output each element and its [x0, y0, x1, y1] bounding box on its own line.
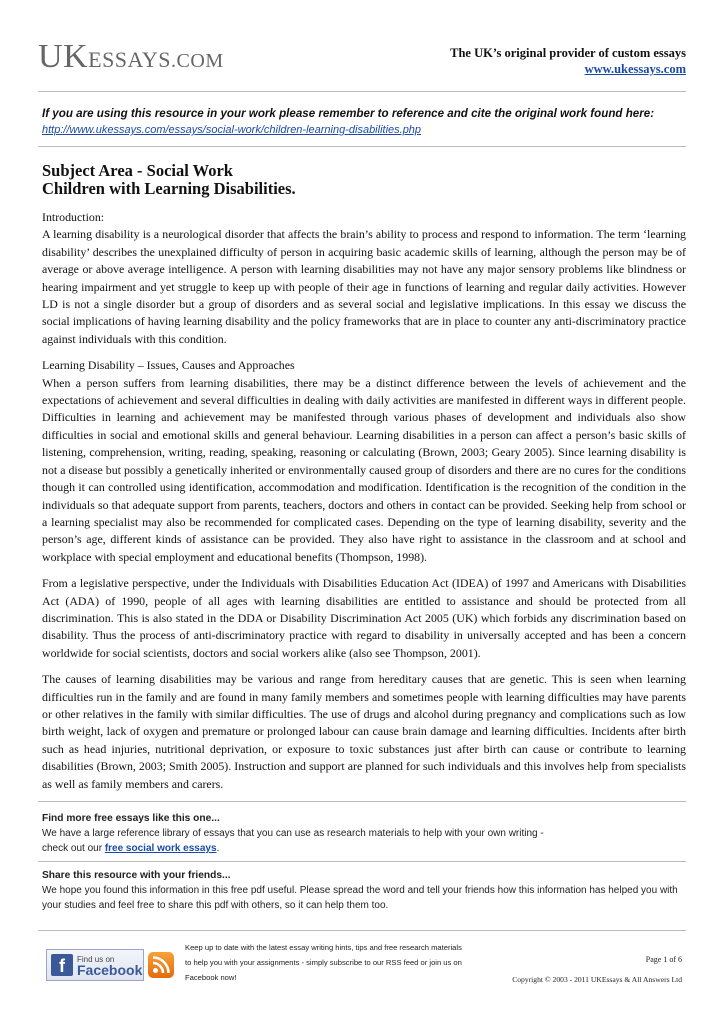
issues-heading: Learning Disability – Issues, Causes and Approaches	[42, 358, 295, 373]
citation-divider	[38, 146, 686, 147]
find-more-heading: Find more free essays like this one...	[42, 813, 220, 824]
find-more-line2	[42, 841, 688, 856]
rss-icon	[148, 952, 174, 978]
logo-essays: ESSAYS	[88, 47, 172, 72]
social-line3: Facebook now!	[185, 973, 237, 982]
find-more-suffix: .	[216, 843, 220, 854]
issues-text: When a person suffers from learning disabilities, there may be a distinct difference between the levels of achievement and the expectations of achievement and several difficulties in dealing with daily activities are manifested in different ways in different people. Difficulties in learning and achievement may be manifested through various phases of development and individuals also show difficulties in social and emotional skills and general behaviour. Learning disabilities in a person can affect a person’s basic skills of listening, comprehension, writing, reading, speaking, reasoning or calculating (Brown, 2003; Geary 2005). Since learning disability is not a disease but possibly a genetically inherited or environmentally caused group of disorders and there are no cures for the conditions though it can controlled using identification, accommodation and modification. Identification is the recognition of the condition in the individuals so that adequate support from parents, teachers, doctors and others in contact can be provided. Seeking help from school or a learning specialist may also be recommended for complicated cases. Depending on the type of learning disability, severity and the person’s age, different kinds of assistance can be provided. They also have right to assistance in the classroom and at school and workplace with special employment and educational benefits (Thompson, 1998).	[42, 375, 686, 564]
paragraph-legislative: From a legislative perspective, under the Individuals with Disabilities Education Act (IDEA) of 1997 and Americans with Disabilities Act (ADA) of 1990, people of all ages with learning disabilities are entitled to assistance and should be protected from all discrimination. This is also stated in the DDA or Disability Discrimination Act 2005 (UK) which forbids any discrimination based on disability. Thus the process of anti-discriminatory practice with regard to disability in universally accepted and has been a concern worldwide for social scientists, doctors and social workers alike (also see Thompson, 2001).	[42, 576, 686, 660]
find-more-line1: We have a large reference library of essays that you can use as research materials to help with your own writing -	[42, 828, 544, 839]
paragraph-issues-causes	[42, 357, 686, 566]
facebook-icon: f	[51, 954, 73, 976]
rss-feed-button[interactable]	[148, 952, 174, 978]
tagline-text: The UK’s original provider of custom essays	[450, 46, 686, 60]
body-divider	[38, 801, 686, 802]
paragraph-introduction	[42, 209, 686, 348]
social-line2: to help you with your assignments - simply subscribe to our RSS feed or join us on	[185, 958, 462, 967]
share-text: We hope you found this information in this free pdf useful. Please spread the word and tell your friends how this information has helped you with your studies and feel free to share this pdf with others, so it can help them too.	[42, 885, 678, 911]
find-more-box	[42, 811, 688, 856]
copyright-notice: Copyright © 2003 - 2011 UKEssays & All Answers Ltd	[512, 975, 682, 984]
share-divider	[38, 930, 686, 931]
free-essays-link[interactable]: free social work essays	[104, 843, 217, 854]
logo-dotcom: .COM	[171, 50, 224, 72]
citation-notice	[42, 106, 690, 138]
header-divider	[38, 91, 686, 92]
subject-area-title: Subject Area - Social Work	[42, 161, 233, 180]
logo-u: U	[38, 38, 64, 75]
essay-title-block	[42, 162, 296, 198]
citation-url-link[interactable]: http://www.ukessays.com/essays/social-work/children-learning-disabilities.php	[42, 124, 422, 136]
page-number: Page 1 of 6	[645, 955, 682, 964]
logo-k: K	[63, 38, 89, 75]
share-box	[42, 868, 688, 913]
facebook-name: Facebook	[77, 962, 143, 978]
facebook-label	[77, 954, 142, 976]
paragraph-causes: The causes of learning disabilities may be various and range from hereditary causes that are genetic. This is seen when learning difficulties run in the family and are found in many family members and sometimes people with learning difficulties may have parents or other relatives in the family with similar difficulties. The use of drugs and alcohol during pregnancy and complications such as low birth weight, lack of oxygen and premature or prolonged labour can cause brain damage and learning difficulties. Incidents after birth such as head injuries, nutritional deprivation, or exposure to toxic substances just after birth can cause or contribute to learning disabilities (Brown, 2003; Smith 2005). Instruction and support are planned for such individuals and this involves help from specialists as well as family members and carers.	[42, 672, 686, 791]
find-more-prefix: check out our	[42, 843, 105, 854]
social-line1: Keep up to date with the latest essay writing hints, tips and free research materials	[185, 943, 462, 952]
essay-title: Children with Learning Disabilities.	[42, 179, 296, 198]
site-url-link[interactable]: www.ukessays.com	[584, 62, 686, 76]
share-heading: Share this resource with your friends...	[42, 870, 231, 881]
facebook-button[interactable]	[46, 949, 144, 981]
citation-text: If you are using this resource in your work please remember to reference and cite the original work found here:	[42, 107, 655, 120]
header-tagline-block	[450, 45, 686, 77]
social-subscribe-text	[185, 940, 475, 985]
find-more-divider	[38, 861, 686, 862]
ukessays-logo[interactable]	[38, 38, 224, 76]
introduction-text: A learning disability is a neurological disorder that affects the brain’s ability to process and respond to information. The term ‘learning disability’ describes the unexplained difficulty of person in acquiring basic academic skills of learning, although the person may be of average or above average intelligence. A person with learning disabilities may not have any major sensory problems like blindness or hearing impairment and yet struggle to keep up with people of their age in functions of learning and regular daily activities. However LD is not a single disorder but a group of disorders and as several social and legislative implications. In this essay we discuss the social implications of having learning disability and the policy frameworks that are in place to counter any anti-discriminatory practice against individuals with this condition.	[42, 227, 686, 346]
essay-body	[42, 209, 686, 802]
facebook-find-us: Find us on	[77, 955, 115, 964]
introduction-heading: Introduction:	[42, 210, 105, 224]
